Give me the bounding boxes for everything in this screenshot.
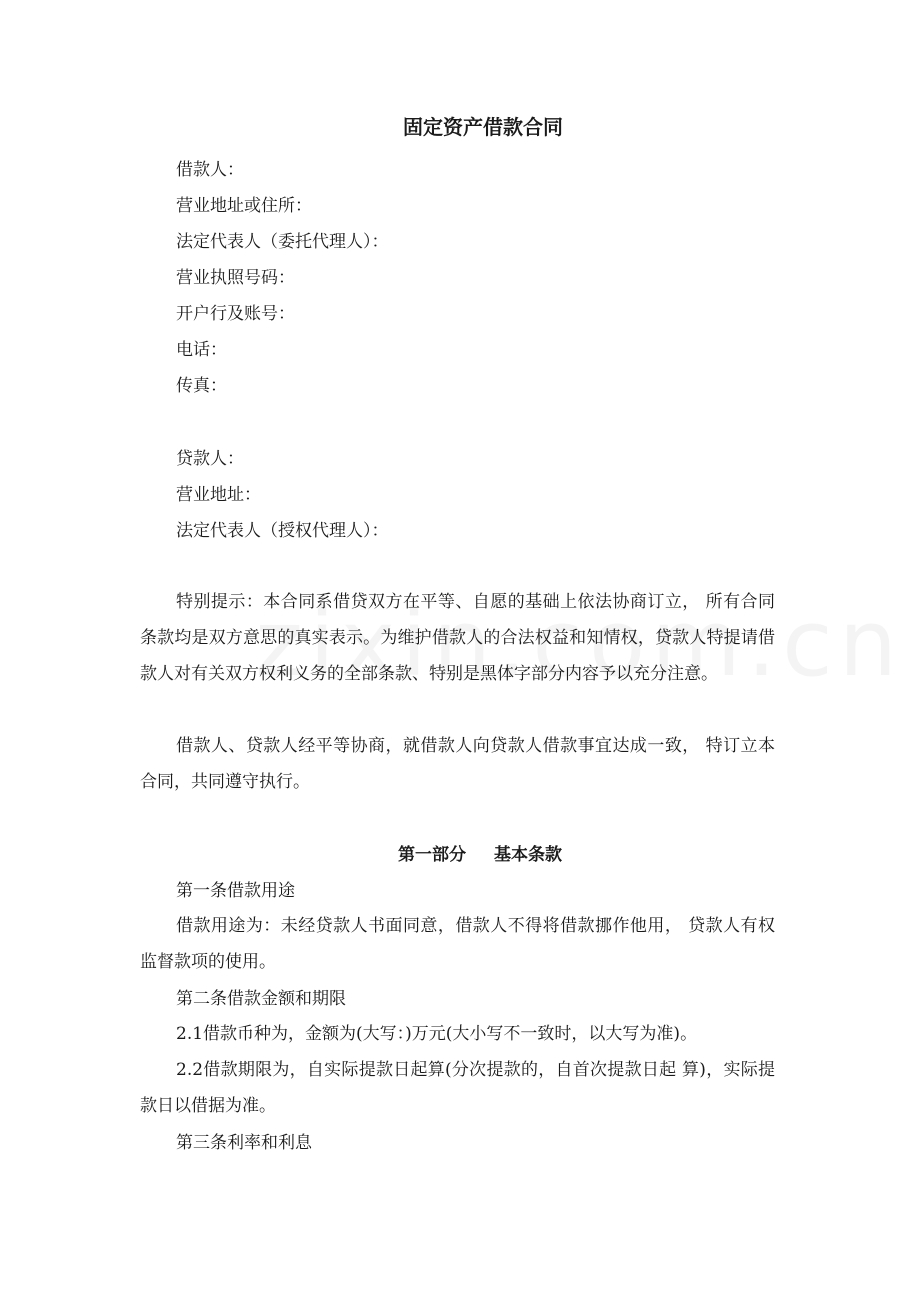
part-one-heading: [0, 843, 920, 867]
clause-2-1: 2.1借款币种为，金额为(大写：)万元(大小写不一致时，以大写为准)。: [176, 1024, 698, 1044]
article-3-title: 第三条利率和利息: [176, 1133, 312, 1153]
borrower-name-field: 借款人：: [176, 160, 244, 180]
borrower-address-field: 营业地址或住所：: [176, 196, 312, 216]
article-2-title: 第二条借款金额和期限: [176, 989, 346, 1009]
agreement-paragraph: 借款人、贷款人经平等协商，就借款人向贷款人借款事宜达成一致， 特订立本合同，共同遵守执行。: [140, 736, 775, 792]
article-1-title: 第一条借款用途: [176, 881, 295, 901]
lender-representative-field: 法定代表人（授权代理人）：: [176, 521, 389, 541]
borrower-bank-account-field: 开户行及账号：: [176, 304, 295, 324]
lender-name-field: 贷款人：: [176, 449, 244, 469]
document-title: 固定资产借款合同: [403, 115, 563, 139]
borrower-phone-field: 电话：: [176, 340, 227, 360]
part-label: 第一部分: [398, 845, 466, 865]
borrower-license-field: 营业执照号码：: [176, 268, 295, 288]
lender-address-field: 营业地址：: [176, 485, 261, 505]
borrower-representative-field: 法定代表人（委托代理人）：: [176, 232, 389, 252]
part-title: 基本条款: [494, 845, 562, 865]
clause-2-2: 2.2借款期限为，自实际提款日起算(分次提款的，自首次提款日起 算)，实际提款日以借据为准。: [140, 1060, 775, 1116]
article-1-body: 借款用途为：未经贷款人书面同意，借款人不得将借款挪作他用， 贷款人有权监督款项的使用。: [140, 916, 775, 972]
borrower-fax-field: 传真：: [176, 376, 227, 396]
special-notice-paragraph: 特别提示：本合同系借贷双方在平等、自愿的基础上依法协商订立， 所有合同条款均是双方意思的真实表示。为维护借款人的合法权益和知情权，贷款人特提请借款人对有关双方权利义务的全部条款、特别是黑体字部分内容予以充分注意。: [140, 592, 775, 684]
